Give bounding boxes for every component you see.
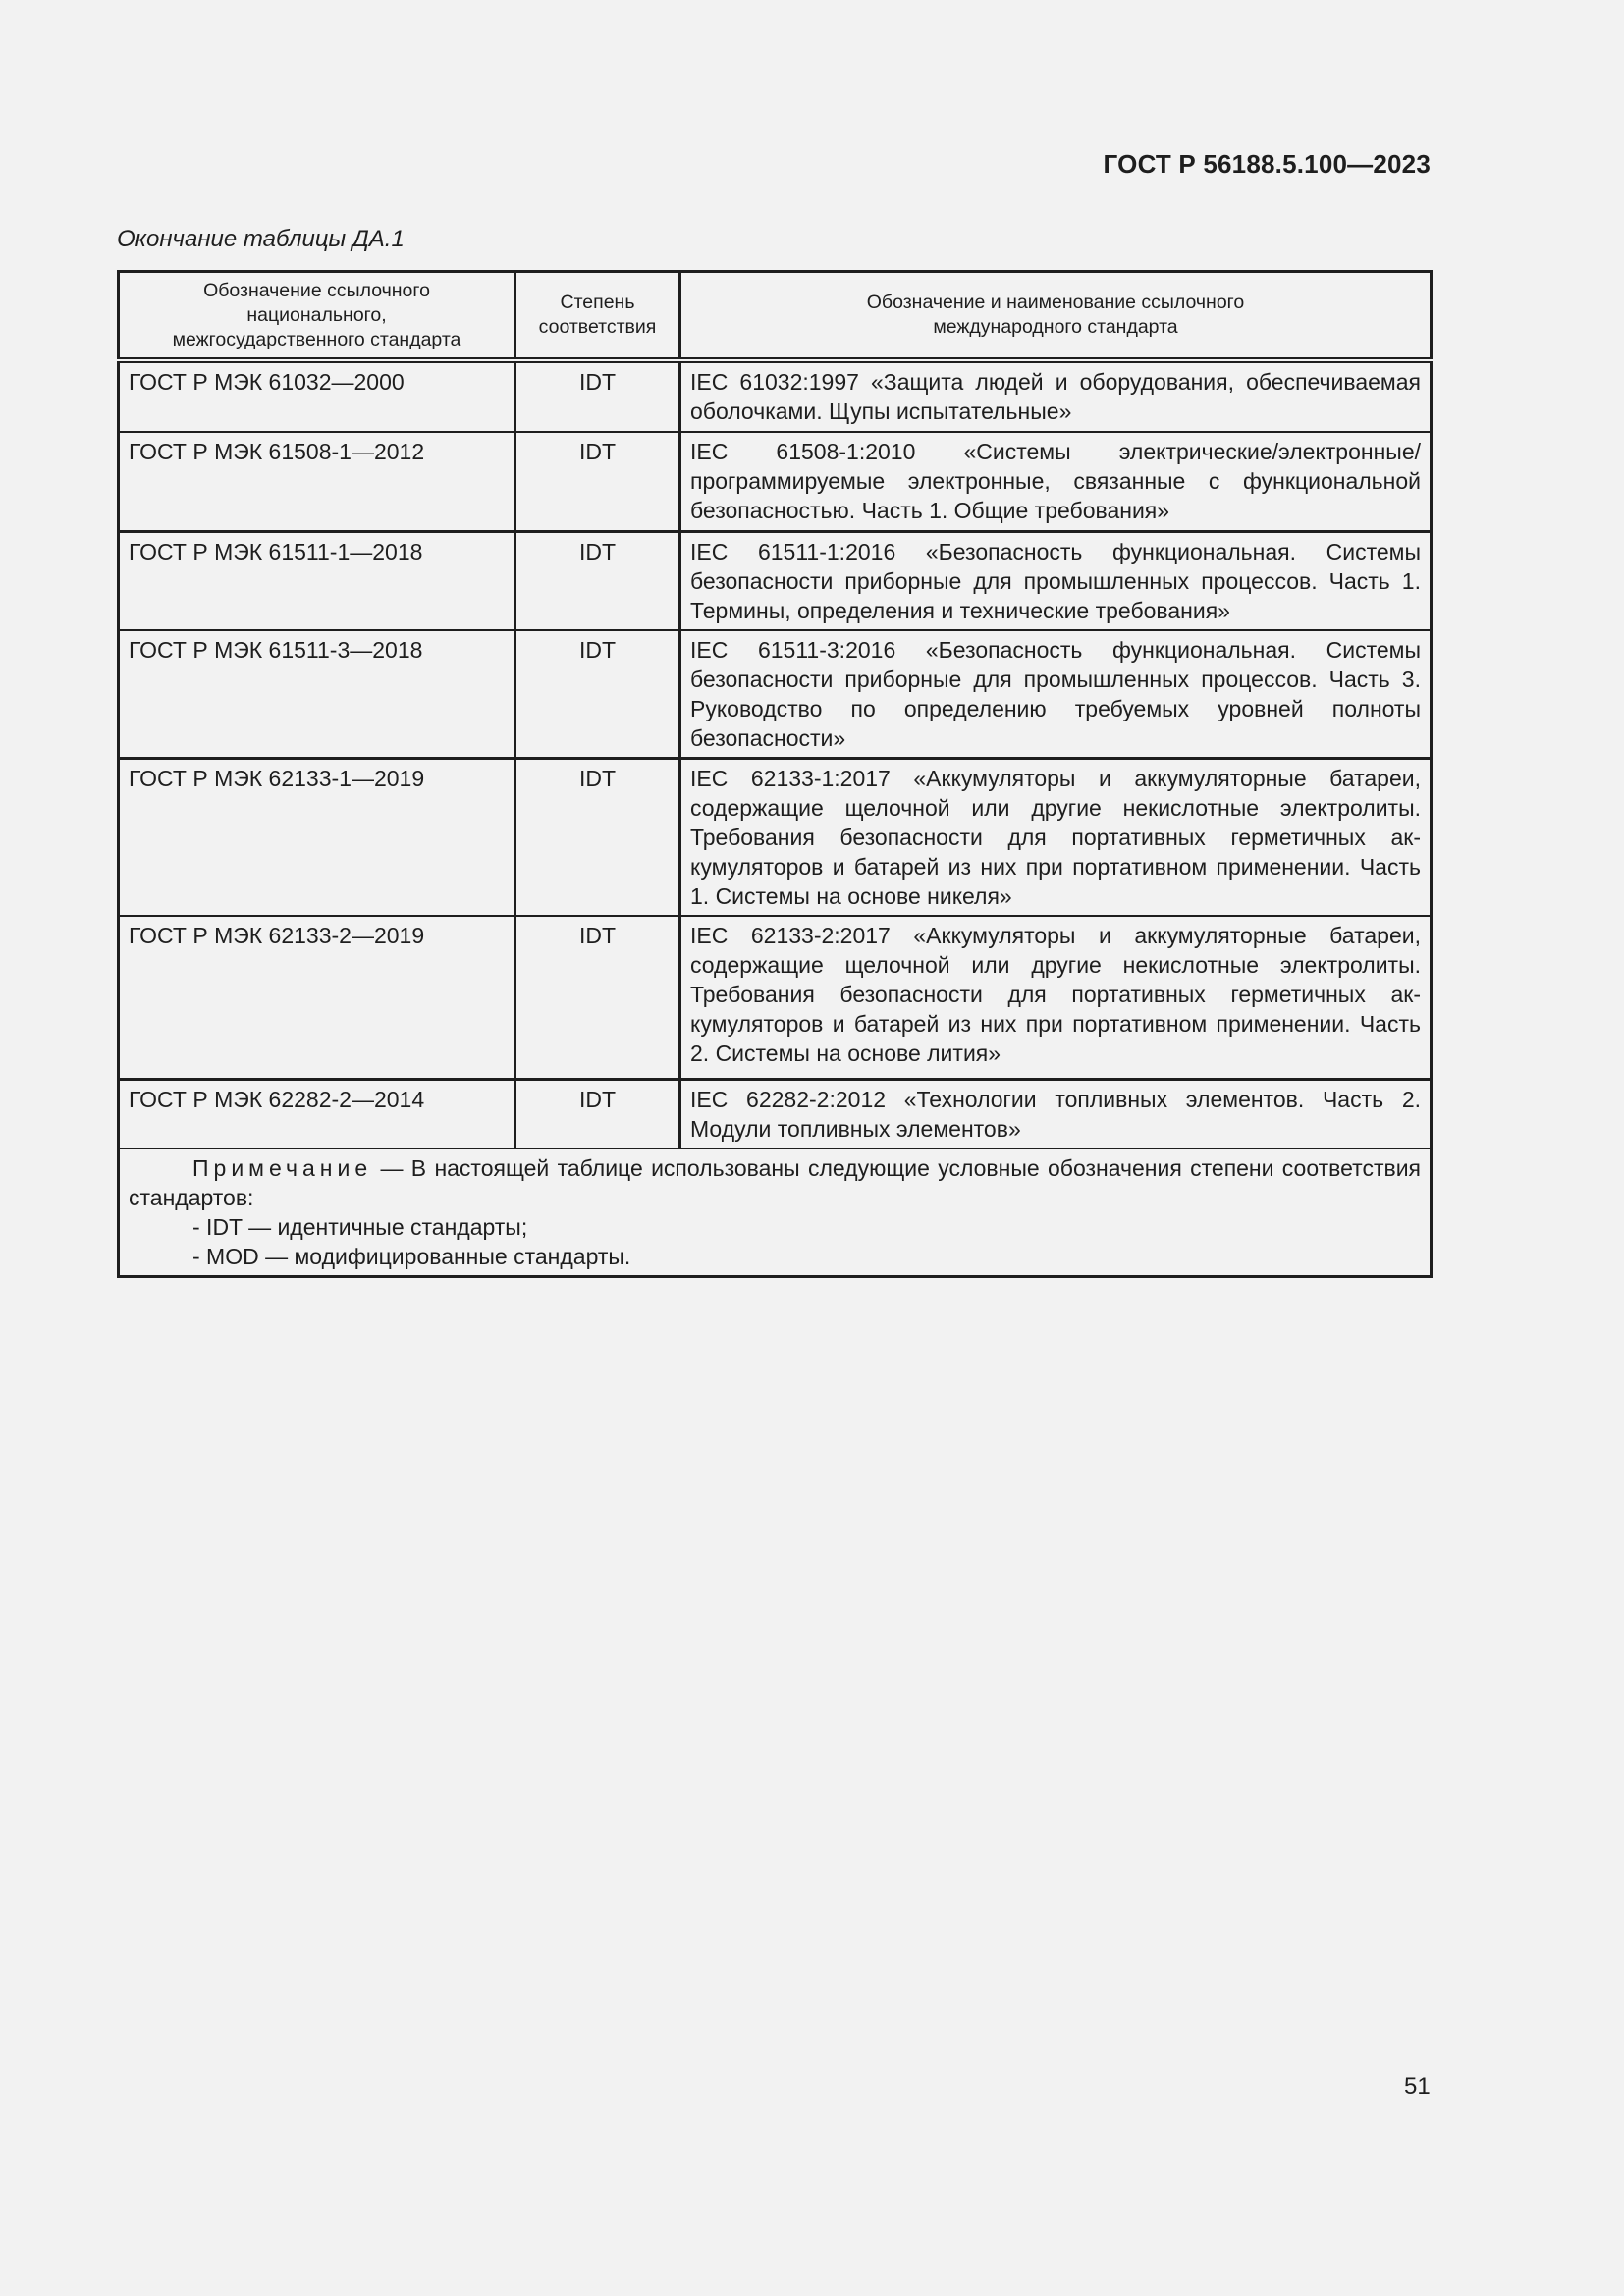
note-body: — В настоящей таблице использованы следующие условные обозначения степени соответствия стандартов:	[129, 1154, 1421, 1210]
cell-national: ГОСТ Р МЭК 61511-3—2018	[119, 630, 515, 759]
note-text	[129, 1153, 1421, 1212]
table-note	[119, 1148, 1432, 1277]
header-line: международного стандарта	[933, 316, 1178, 338]
cell-degree: IDT	[515, 531, 680, 630]
table-row	[119, 916, 1432, 1079]
table-row	[119, 432, 1432, 531]
table-note-row	[119, 1148, 1432, 1277]
page-number: 51	[1404, 2073, 1431, 2100]
table-caption: Окончание таблицы ДА.1	[117, 226, 405, 252]
note-label: Примечание	[192, 1154, 373, 1181]
table-row	[119, 360, 1432, 432]
table-row	[119, 1079, 1432, 1148]
cell-national: ГОСТ Р МЭК 61511-1—2018	[119, 531, 515, 630]
column-header-degree	[515, 272, 680, 361]
table-row	[119, 531, 1432, 630]
cell-international: IEC 62133-1:2017 «Аккумуляторы и аккумуляторные батареи, содержащие щелочной или другие некислотные электролиты. Требования безопасности для портативных герметичных аккумуляторов и батарей из них при портативном применении. Часть 1. Системы на основе никеля»	[680, 759, 1432, 917]
cell-national: ГОСТ Р МЭК 62133-2—2019	[119, 916, 515, 1079]
cell-international: IEC 62133-2:2017 «Аккумуляторы и аккумуляторные батареи, содержащие щелочной или другие некислотные электролиты. Требования безопасности для портативных герметичных аккумуляторов и батарей из них при портативном применении. Часть 2. Системы на основе лития»	[680, 916, 1432, 1079]
table-header-row	[119, 272, 1432, 361]
cell-degree: IDT	[515, 1079, 680, 1148]
column-header-international	[680, 272, 1432, 361]
cell-degree: IDT	[515, 630, 680, 759]
header-line: Обозначение ссылочного	[203, 279, 430, 301]
header-line: межгосударственного стандарта	[172, 328, 461, 350]
table-row	[119, 759, 1432, 917]
cell-national: ГОСТ Р МЭК 62133-1—2019	[119, 759, 515, 917]
cell-national: ГОСТ Р МЭК 62282-2—2014	[119, 1079, 515, 1148]
cell-degree: IDT	[515, 759, 680, 917]
table-row	[119, 630, 1432, 759]
note-item-idt: - IDT — идентичные стандарты;	[192, 1213, 528, 1240]
header-line: Степень	[560, 292, 635, 313]
header-line: национального,	[246, 303, 387, 326]
cell-international: IEC 62282-2:2012 «Технологии топливных элементов. Часть 2. Модули топливных элементов»	[680, 1079, 1432, 1148]
cell-international: IEC 61032:1997 «Защита людей и оборудования, обеспечиваемая оболочками. Щупы испытательные»	[680, 360, 1432, 432]
document-code: ГОСТ Р 56188.5.100—2023	[1103, 149, 1431, 179]
cell-international: IEC 61508-1:2010 «Системы электрические/электронные/ программируемые электронные, связанные с функциональной безопасностью. Часть 1. Общие требования»	[680, 432, 1432, 531]
reference-standards-table	[117, 270, 1433, 1278]
note-item-mod: - MOD — модифицированные стандарты.	[192, 1243, 631, 1269]
cell-degree: IDT	[515, 432, 680, 531]
cell-degree: IDT	[515, 360, 680, 432]
cell-national: ГОСТ Р МЭК 61508-1—2012	[119, 432, 515, 531]
header-line: Обозначение и наименование ссылочного	[866, 292, 1245, 313]
cell-degree: IDT	[515, 916, 680, 1079]
column-header-national	[119, 272, 515, 361]
cell-international: IEC 61511-1:2016 «Безопасность функциональная. Системы безопасности приборные для промышленных процессов. Часть 1. Термины, определения и технические требования»	[680, 531, 1432, 630]
cell-national: ГОСТ Р МЭК 61032—2000	[119, 360, 515, 432]
header-line: соответствия	[538, 316, 657, 338]
cell-international: IEC 61511-3:2016 «Безопасность функциональная. Системы безопасности приборные для промышленных процессов. Часть 3. Руководство по определению требуемых уровней полноты безопасности»	[680, 630, 1432, 759]
